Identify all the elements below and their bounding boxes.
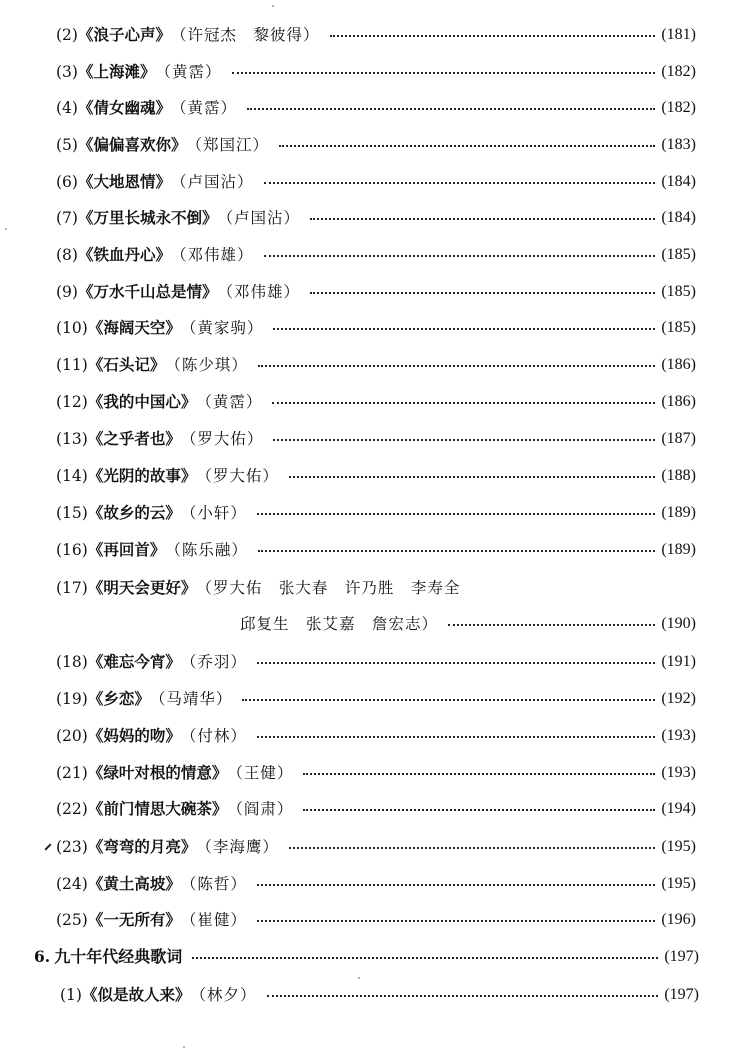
dot-leader bbox=[232, 59, 656, 85]
toc-entry bbox=[56, 59, 696, 85]
entry-title: 《再回首》 bbox=[87, 540, 166, 559]
entry-title: 《弯弯的月亮》 bbox=[87, 837, 197, 856]
dot-leader bbox=[272, 389, 655, 415]
entry-author: （罗大佑） bbox=[180, 430, 264, 448]
entry-author: （乔羽） bbox=[180, 653, 247, 671]
entry-page: (193) bbox=[661, 727, 696, 744]
entry-title: 《铁血丹心》 bbox=[77, 245, 171, 264]
dot-leader bbox=[264, 169, 656, 195]
dot-leader bbox=[303, 796, 655, 822]
entry-page: (195) bbox=[661, 838, 696, 855]
scan-speck bbox=[183, 1046, 185, 1048]
entry-title: 《一无所有》 bbox=[87, 910, 181, 929]
dot-leader bbox=[310, 205, 655, 231]
dot-leader bbox=[257, 649, 655, 675]
entry-number: (1) bbox=[60, 986, 82, 1004]
pen-mark bbox=[44, 843, 51, 850]
entry-page: (194) bbox=[661, 800, 696, 817]
entry-number: (25) bbox=[56, 911, 88, 929]
entry-title: 《乡恋》 bbox=[87, 689, 150, 708]
entry-number: (20) bbox=[56, 727, 88, 745]
entry-number: (10) bbox=[56, 319, 88, 337]
toc-entry bbox=[56, 242, 696, 268]
entry-page: (183) bbox=[661, 136, 696, 153]
entry-page: (189) bbox=[661, 504, 696, 521]
entry-title: 《光阴的故事》 bbox=[87, 466, 197, 485]
toc-entry-continuation bbox=[240, 611, 696, 637]
entry-author: （黄家驹） bbox=[180, 319, 264, 337]
entry-author: （陈少琪） bbox=[165, 356, 248, 374]
entry-author: （崔健） bbox=[180, 911, 247, 929]
toc-entry bbox=[56, 389, 696, 415]
entry-author: （阎肃） bbox=[227, 800, 294, 818]
entry-page: (186) bbox=[661, 356, 696, 373]
entry-title: 《故乡的云》 bbox=[87, 503, 181, 522]
entry-title: 《石头记》 bbox=[87, 355, 166, 374]
entry-number: (15) bbox=[56, 504, 88, 522]
entry-page: (189) bbox=[661, 541, 696, 558]
toc-entry bbox=[56, 760, 696, 786]
entry-author: （黄霑） bbox=[155, 63, 222, 81]
entry-author: （罗大佑 张大春 许乃胜 李寿全 bbox=[196, 579, 461, 597]
entry-author: （陈哲） bbox=[180, 875, 247, 893]
entry-title: 《妈妈的吻》 bbox=[87, 726, 181, 745]
toc-entry bbox=[56, 649, 696, 675]
toc-entry bbox=[56, 426, 696, 452]
entry-number: (22) bbox=[56, 800, 88, 818]
dot-leader bbox=[242, 686, 655, 712]
section-page: (197) bbox=[664, 948, 699, 965]
entry-title: 《明天会更好》 bbox=[87, 578, 197, 597]
entry-number: (7) bbox=[56, 209, 78, 227]
entry-number: (8) bbox=[56, 246, 78, 264]
entry-number: (13) bbox=[56, 430, 88, 448]
entry-author: （小轩） bbox=[180, 504, 247, 522]
toc-entry bbox=[56, 723, 696, 749]
entry-page: (187) bbox=[661, 430, 696, 447]
entry-author: （卢国沾） bbox=[170, 173, 254, 191]
entry-title: 《上海滩》 bbox=[77, 62, 156, 81]
entry-author: （付林） bbox=[180, 727, 247, 745]
entry-number: (24) bbox=[56, 875, 88, 893]
entry-title: 《黄土高坡》 bbox=[87, 874, 181, 893]
toc-entry bbox=[56, 575, 696, 601]
entry-number: (5) bbox=[56, 136, 78, 154]
dot-leader bbox=[303, 760, 655, 786]
entry-title: 《万水千山总是情》 bbox=[77, 282, 218, 301]
scan-speck bbox=[358, 977, 360, 979]
entry-page: (185) bbox=[661, 319, 696, 336]
entry-author: （李海鹰） bbox=[196, 838, 279, 856]
dot-leader bbox=[310, 279, 655, 305]
toc-entry bbox=[56, 500, 696, 526]
entry-page: (192) bbox=[661, 690, 696, 707]
entry-author: （邓伟雄） bbox=[170, 246, 254, 264]
entry-number: (3) bbox=[56, 63, 78, 81]
toc-entry bbox=[56, 169, 696, 195]
dot-leader bbox=[273, 315, 655, 341]
entry-author: （卢国沾） bbox=[217, 209, 300, 227]
toc-entry bbox=[56, 686, 696, 712]
entry-page: (185) bbox=[661, 246, 696, 263]
entry-author: （罗大佑） bbox=[196, 467, 279, 485]
entry-title: 《万里长城永不倒》 bbox=[77, 208, 218, 227]
entry-page: (196) bbox=[661, 911, 696, 928]
dot-leader bbox=[267, 982, 659, 1008]
dot-leader bbox=[257, 907, 655, 933]
toc-entry bbox=[60, 982, 699, 1008]
dot-leader bbox=[257, 723, 655, 749]
dot-leader bbox=[257, 871, 655, 897]
entry-title: 《我的中国心》 bbox=[87, 392, 197, 411]
dot-leader bbox=[330, 22, 656, 48]
entry-number: (14) bbox=[56, 467, 88, 485]
entry-number: (23) bbox=[56, 838, 88, 856]
dot-leader bbox=[257, 500, 655, 526]
entry-author: （陈乐融） bbox=[165, 541, 248, 559]
section-title: 九十年代经典歌词 bbox=[54, 947, 183, 966]
toc-entry bbox=[56, 871, 696, 897]
dot-leader bbox=[279, 132, 655, 158]
entry-page: (184) bbox=[661, 173, 696, 190]
entry-number: (2) bbox=[56, 26, 78, 44]
toc-entry bbox=[56, 205, 696, 231]
toc-section-heading bbox=[34, 944, 699, 970]
toc-entry bbox=[56, 352, 696, 378]
entry-author: （邓伟雄） bbox=[217, 283, 300, 301]
dot-leader bbox=[258, 352, 655, 378]
entry-title: 《海阔天空》 bbox=[87, 318, 181, 337]
entry-page: (195) bbox=[661, 875, 696, 892]
dot-leader bbox=[289, 834, 655, 860]
toc-entry bbox=[56, 22, 696, 48]
toc-entry bbox=[56, 315, 696, 341]
dot-leader bbox=[258, 537, 655, 563]
entry-author: （郑国江） bbox=[186, 136, 269, 154]
entry-title: 《偏偏喜欢你》 bbox=[77, 135, 187, 154]
entry-title: 《似是故人来》 bbox=[81, 985, 191, 1004]
toc-entry bbox=[56, 279, 696, 305]
entry-page: (197) bbox=[664, 986, 699, 1003]
entry-page: (191) bbox=[661, 653, 696, 670]
entry-number: (19) bbox=[56, 690, 88, 708]
entry-number: (4) bbox=[56, 99, 78, 117]
toc-entry bbox=[56, 537, 696, 563]
entry-title: 《难忘今宵》 bbox=[87, 652, 181, 671]
entry-page: (185) bbox=[661, 283, 696, 300]
entry-number: (6) bbox=[56, 173, 78, 191]
scan-speck bbox=[5, 228, 7, 230]
entry-number: (9) bbox=[56, 283, 78, 301]
dot-leader bbox=[247, 95, 655, 121]
dot-leader bbox=[273, 426, 655, 452]
entry-title: 《大地恩情》 bbox=[77, 172, 171, 191]
entry-title: 《浪子心声》 bbox=[77, 25, 171, 44]
dot-leader bbox=[264, 242, 656, 268]
entry-number: (11) bbox=[56, 356, 88, 374]
dot-leader bbox=[289, 463, 655, 489]
toc-entry bbox=[56, 95, 696, 121]
entry-page: (184) bbox=[661, 209, 696, 226]
entry-author-continued: 邱复生 张艾嘉 詹宏志） bbox=[240, 615, 439, 633]
entry-page: (182) bbox=[661, 99, 696, 116]
dot-leader bbox=[192, 944, 658, 970]
entry-page: (182) bbox=[661, 63, 696, 80]
entry-page: (188) bbox=[661, 467, 696, 484]
entry-author: （黄霑） bbox=[170, 99, 237, 117]
entry-number: (18) bbox=[56, 653, 88, 671]
dot-leader bbox=[448, 611, 655, 637]
scan-speck bbox=[272, 5, 274, 7]
entry-page: (190) bbox=[661, 615, 696, 632]
toc-entry bbox=[56, 132, 696, 158]
entry-number: (16) bbox=[56, 541, 88, 559]
entry-page: (186) bbox=[661, 393, 696, 410]
entry-author: （许冠杰 黎彼得） bbox=[170, 26, 320, 44]
toc-entry bbox=[56, 834, 696, 860]
entry-number: (17) bbox=[56, 579, 88, 597]
section-number: 6. bbox=[34, 947, 51, 966]
entry-author: （黄霑） bbox=[196, 393, 263, 411]
entry-title: 《绿叶对根的情意》 bbox=[87, 763, 228, 782]
entry-page: (193) bbox=[661, 764, 696, 781]
entry-author: （王健） bbox=[227, 764, 294, 782]
toc-entry bbox=[56, 796, 696, 822]
entry-number: (21) bbox=[56, 764, 88, 782]
entry-author: （林夕） bbox=[190, 986, 257, 1004]
toc-entry bbox=[56, 907, 696, 933]
entry-title: 《之乎者也》 bbox=[87, 429, 181, 448]
entry-title: 《前门情思大碗茶》 bbox=[87, 799, 228, 818]
toc-entry bbox=[56, 463, 696, 489]
entry-page: (181) bbox=[661, 26, 696, 43]
entry-title: 《倩女幽魂》 bbox=[77, 98, 171, 117]
entry-author: （马靖华） bbox=[149, 690, 233, 708]
entry-number: (12) bbox=[56, 393, 88, 411]
